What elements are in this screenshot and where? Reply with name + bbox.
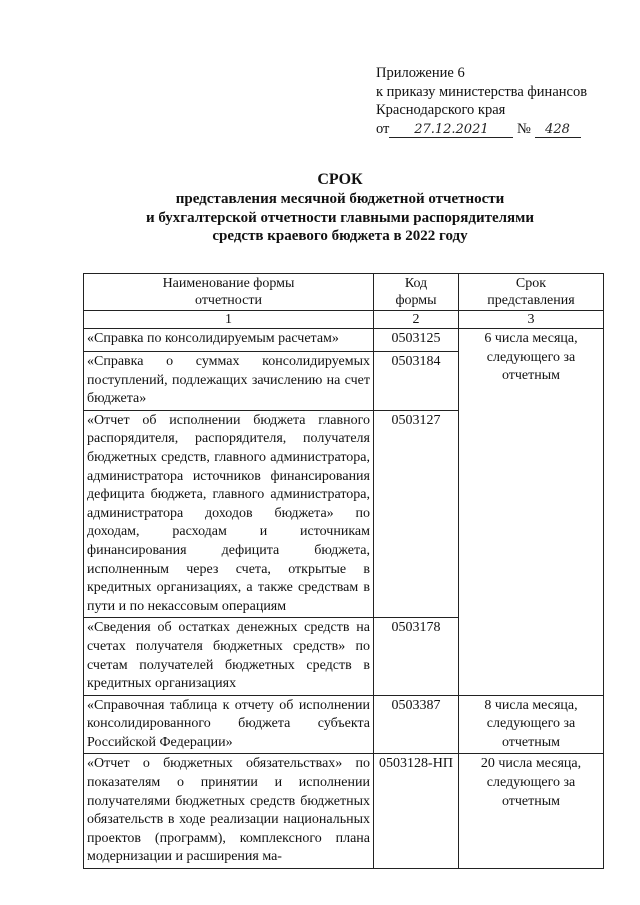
form-name: «Отчет об исполнении бюджета главного распорядителя, распорядителя, получателя бюджетных средств, главного администратора, администратора источников финансирования дефицита бюджета, главного администратора, администратора доходов бюджета» по доходам, расходам и источникам финансирования дефицита бюджета, исполненным через счета, открытые в кредитных организациях, а также средствам в пути и по некассовым операциям: [84, 410, 374, 618]
column-number: 2: [374, 311, 459, 329]
table-header-row: [84, 274, 604, 311]
table-row: [84, 695, 604, 754]
handwritten-date: 27.12.2021: [389, 122, 513, 138]
header-term: Срок представления: [459, 274, 604, 311]
date-prefix: от: [376, 120, 390, 137]
appendix-line: к приказу министерства финансов: [376, 83, 588, 100]
form-code: 0503125: [374, 329, 459, 352]
title-main: СРОК: [317, 171, 363, 188]
table-row: [84, 329, 604, 352]
appendix-line: Краснодарского края: [376, 102, 506, 118]
form-code: 0503387: [374, 695, 459, 754]
form-name: «Справочная таблица к отчету об исполнении консолидированного бюджета субъекта Российской Федерации»: [84, 695, 374, 754]
form-code: 0503127: [374, 410, 459, 618]
form-code: 0503128-НП: [374, 754, 459, 869]
submission-term: 6 числа месяца, следующего за отчетным: [459, 329, 604, 696]
reporting-table: [83, 273, 604, 869]
form-name: «Справка о суммах консолидируемых поступлений, подлежащих зачислению на счет бюджета»: [84, 352, 374, 411]
column-number-row: [84, 311, 604, 329]
handwritten-number: 428: [535, 122, 581, 138]
form-code: 0503178: [374, 618, 459, 695]
column-number: 1: [84, 311, 374, 329]
title-line: представления месячной бюджетной отчетности: [175, 191, 505, 207]
form-name: «Справка по консолидируемым расчетам»: [84, 329, 374, 352]
submission-term: 20 числа месяца, следующего за отчетным: [459, 754, 604, 869]
form-name: «Сведения об остатках денежных средств на счетах получателя бюджетных средств» по счетам получателей бюджетных средств в кредитных организациях: [84, 618, 374, 695]
title-line: и бухгалтерской отчетности главными распорядителями: [145, 209, 535, 226]
number-prefix: №: [517, 120, 531, 137]
document-title: [80, 170, 600, 246]
header-code: Код формы: [374, 274, 459, 311]
column-number: 3: [459, 311, 604, 329]
appendix-block: [376, 64, 587, 138]
submission-term: 8 числа месяца, следующего за отчетным: [459, 695, 604, 754]
appendix-line: Приложение 6: [376, 65, 465, 81]
appendix-date-line: [376, 120, 587, 139]
header-name: Наименование формы отчетности: [84, 274, 374, 311]
form-name: «Отчет о бюджетных обязательствах» по показателям о принятии и исполнении получателями бюджетных средств бюджетных обязательств в ходе реализации национальных проектов (программ), комплексного плана модернизации и расширения ма-: [84, 754, 374, 869]
form-code: 0503184: [374, 352, 459, 411]
table-row: [84, 754, 604, 869]
title-line: средств краевого бюджета в 2022 году: [212, 228, 468, 244]
